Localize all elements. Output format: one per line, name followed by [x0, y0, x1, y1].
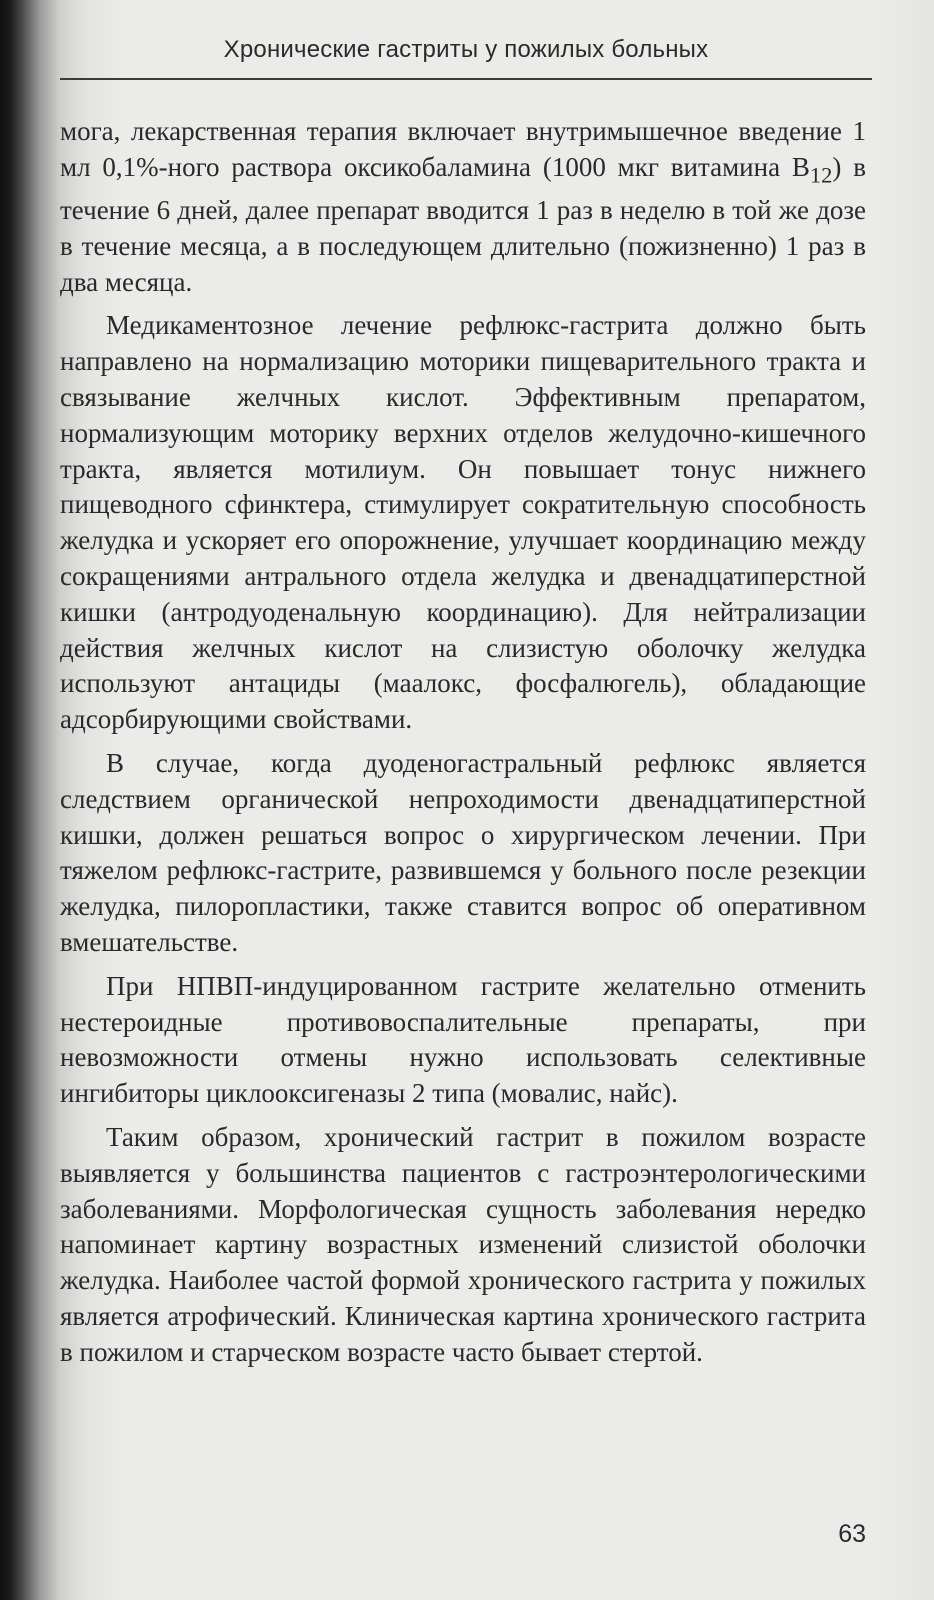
body-text — [60, 114, 866, 1378]
paragraph-1-text-start: мога, лекарственная терапия включает внутримышечное введение 1 мл 0,1%-ного раствора оксикобаламина (1000 мкг витамина B — [60, 116, 866, 182]
paragraph-1 — [60, 114, 866, 300]
page-number: 63 — [838, 1520, 866, 1548]
header-rule — [60, 78, 872, 80]
running-header: Хронические гастриты у пожилых больных — [223, 36, 709, 63]
vitamin-subscript: 12 — [809, 162, 833, 188]
paragraph-3: В случае, когда дуоденогастральный рефлюкс является следствием органической непроходимости двенадцатиперстной кишки, должен решаться вопрос о хирургическом лечении. При тяжелом рефлюкс-гастрите, развившемся у больного после резекции желудка, пилоропластики, также ставится вопрос об оперативном вмешательстве. — [60, 747, 866, 957]
paragraph-5: Таким образом, хронический гастрит в пожилом возрасте выявляется у большинства пациентов с гастроэнтерологическими заболеваниями. Морфологическая сущность заболевания нередко напоминает картину возрастных изменений слизистой оболочки желудка. Наиболее частой формой хронического гастрита у пожилых является атрофический. Клиническая картина хронического гастрита в пожилом и старческом возрасте часто бывает стертой. — [60, 1121, 866, 1367]
paragraph-2: Медикаментозное лечение рефлюкс-гастрита должно быть направлено на нормализацию моторики пищеварительного тракта и связывание желчных кислот. Эффективным препаратом, нормализующим моторику верхних отделов желудочно-кишечного тракта, является мотилиум. Он повышает тонус нижнего пищеводного сфинктера, стимулирует сократительную способность желудка и ускоряет его опорожнение, улучшает координацию между сокращениями антрального отдела желудка и двенадцатиперстной кишки (антродуоденальную координацию). Для нейтрализации действия желчных кислот на слизистую оболочку желудка используют антациды (маалокс, фосфалюгель), обладающие адсорбирующими свойствами. — [60, 310, 866, 735]
paragraph-1-text-end: ) в течение 6 дней, далее препарат вводится 1 раз в неделю в той же дозе в течение месяца, а в последующем длительно (пожизненно) 1 раз в два месяца. — [60, 151, 866, 297]
paragraph-4: При НПВП-индуцированном гастрите желательно отменить нестероидные противовоспалительные препараты, при невозможности отмены нужно использовать селективные ингибиторы циклооксигеназы 2 типа (мовалис, найс). — [60, 970, 866, 1109]
